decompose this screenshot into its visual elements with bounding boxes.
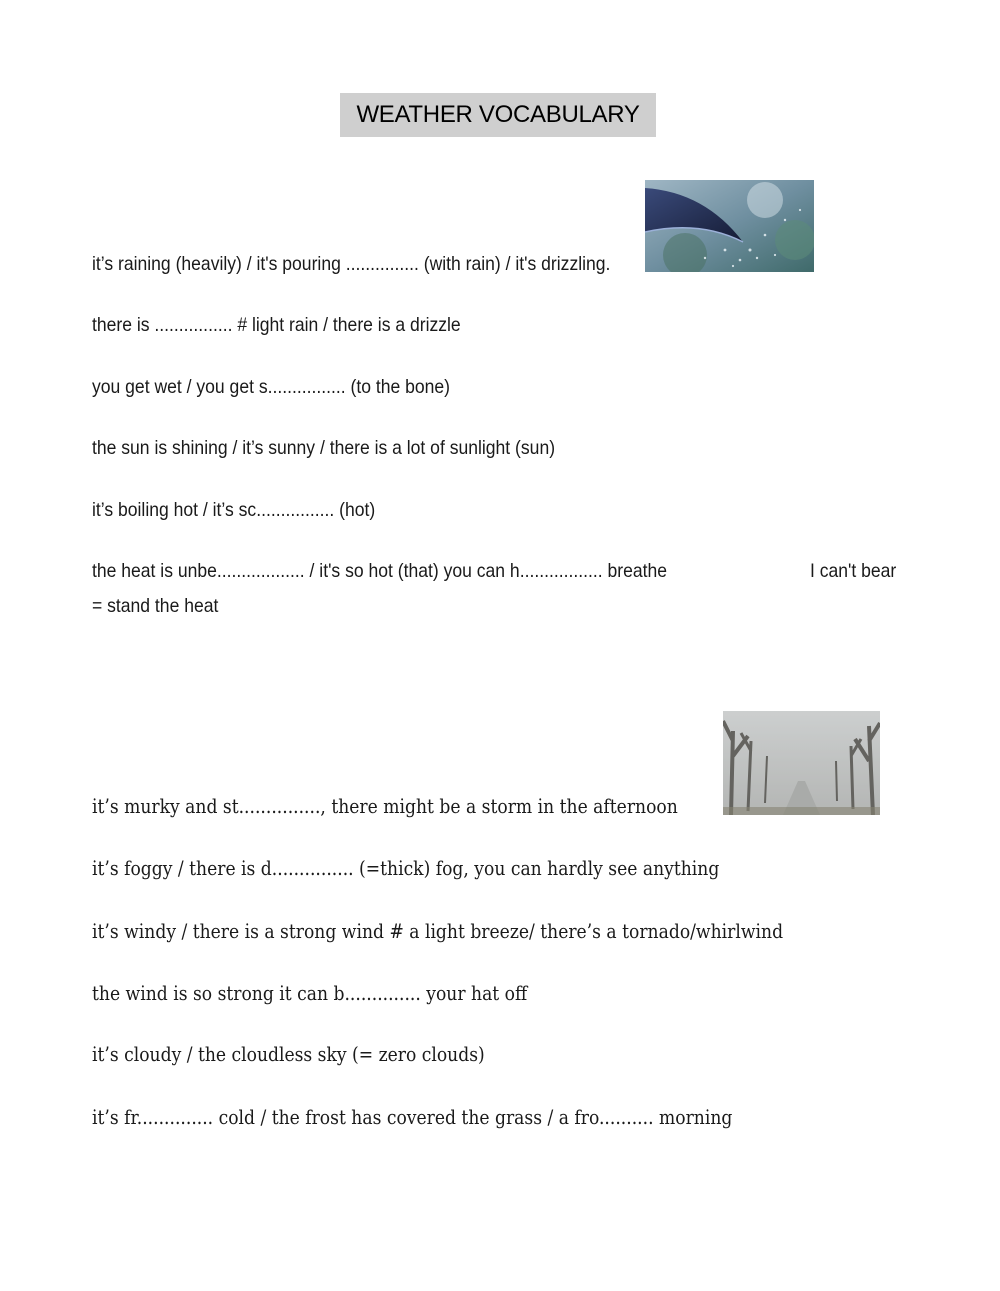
vocab-line: there is ................ # light rain / there is a drizzle [92,314,461,336]
umbrella-rain-image [645,180,814,272]
vocab-line: the wind is so strong it can b.............. your hat off [92,982,528,1005]
foggy-road-image [723,711,880,815]
vocab-line: the sun is shining / it’s sunny / there is a lot of sunlight (sun) [92,437,556,459]
vocab-line-right: I can't bear [810,560,897,582]
vocab-line: it’s cloudy / the cloudless sky (= zero clouds) [92,1043,485,1066]
vocab-line: = stand the heat [92,595,219,617]
vocab-line: it’s raining (heavily) / it's pouring ............... (with rain) / it's drizzling. [92,253,611,275]
vocab-line: it’s fr.............. cold / the frost has covered the grass / a fro.......... morning [92,1106,733,1129]
vocab-line: it’s windy / there is a strong wind # a light breeze/ there’s a tornado/whirlwind [92,920,784,943]
vocab-line: it’s boiling hot / it’s sc................ (hot) [92,499,376,521]
vocab-line: you get wet / you get s................ (to the bone) [92,376,451,398]
worksheet-title: WEATHER VOCABULARY [340,93,656,137]
vocab-line: the heat is unbe.................. / it's so hot (that) you can h................. breathe [92,560,667,582]
vocab-line: it’s foggy / there is d............... (=thick) fog, you can hardly see anything [92,857,720,880]
vocab-line: it’s murky and st..............., there might be a storm in the afternoon [92,795,678,818]
